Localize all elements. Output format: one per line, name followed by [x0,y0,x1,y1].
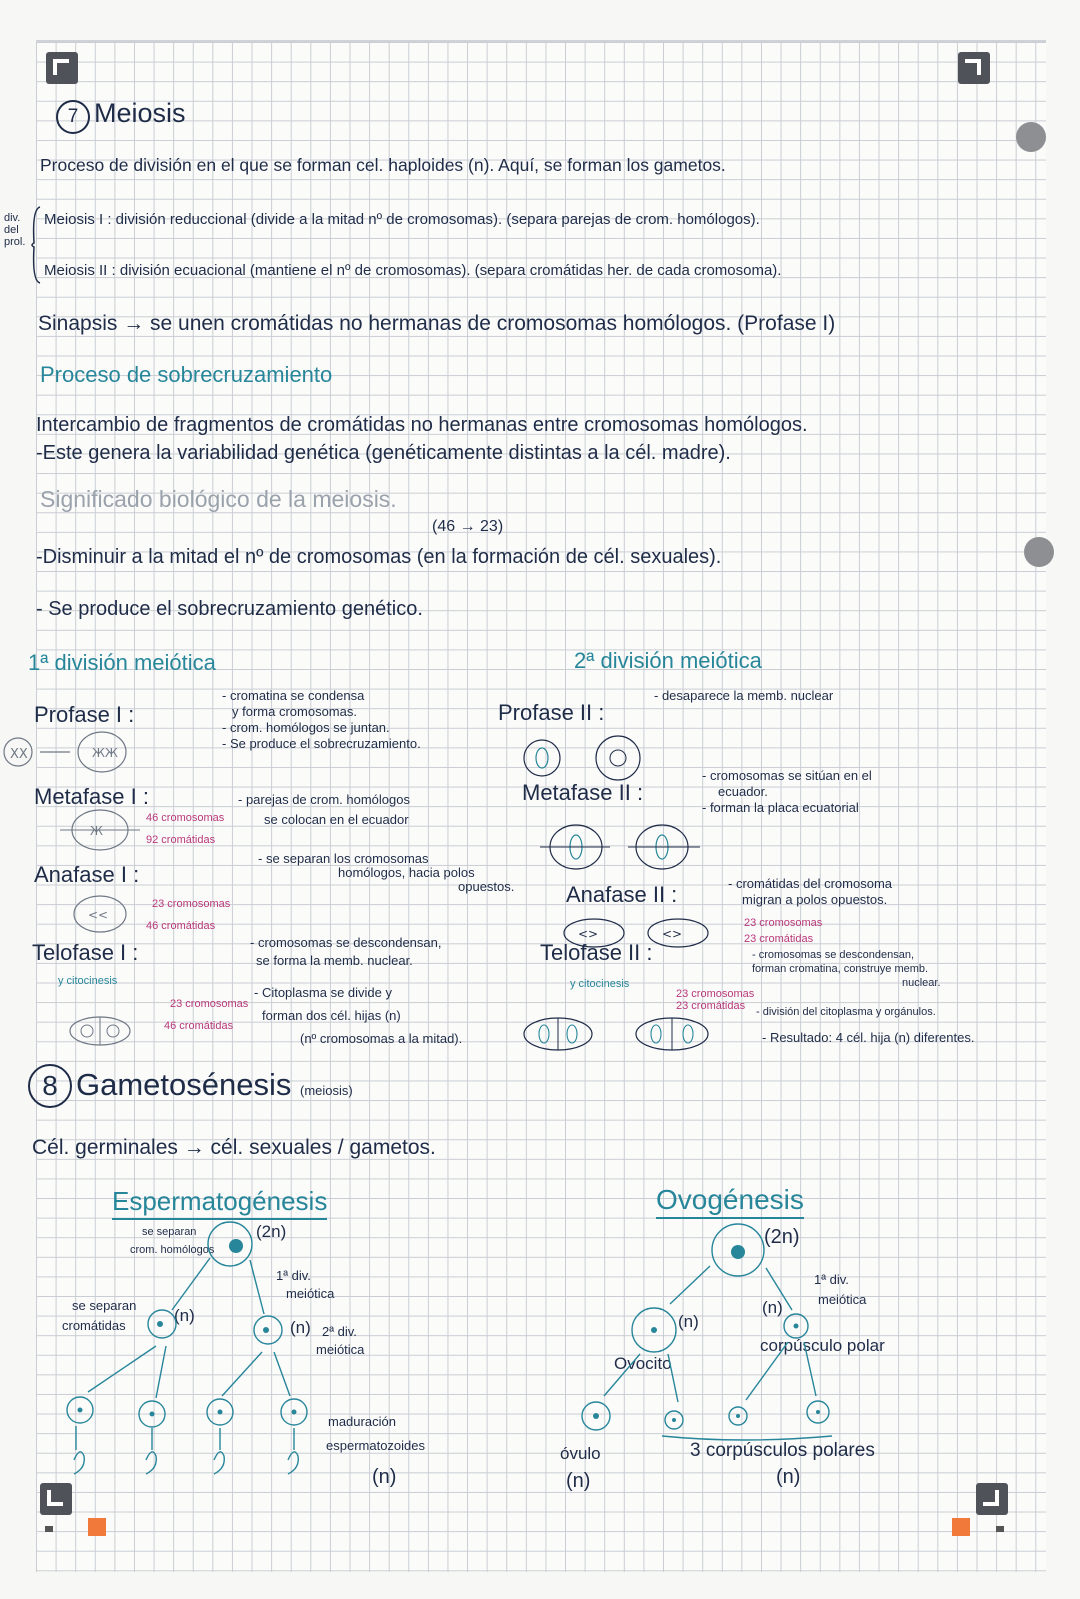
ovo-polar-body-label: corpúsculo polar [760,1336,885,1355]
profase-1-label: Profase I : [34,702,135,727]
profase-1-note: - cromatina se condensa [222,688,365,703]
corner-mark-bottom-right [976,1483,1008,1515]
profase-2-drawing [514,738,664,778]
division-2-title: 2ª división meiótica [574,648,762,673]
profase-1-note: - crom. homólogos se juntan. [222,720,390,735]
metafase-1-label: Metafase I : [34,784,149,809]
anafase-1-note: homólogos, hacia polos [338,865,475,880]
telofase-2-drawing [520,1016,740,1052]
telofase-1-drawing [60,1014,140,1048]
telofase-2-subtitle: y citocinesis [570,978,630,990]
anafase-2-notes [728,876,892,908]
esperm-ploidy-end: (n) [372,1466,397,1488]
anafase-1-note: opuestos. [458,879,515,894]
ovo-ploidy-left: (n) [678,1312,699,1331]
metafase-2-note: - forman la placa ecuatorial [702,800,859,815]
significado-title: Significado biológico de la meiosis. [40,486,397,512]
citoplasma-line-1: - Citoplasma se divide y [254,985,392,1000]
ovo-ovule-ploidy: (n) [566,1470,591,1492]
anafase-1-drawing [66,894,136,934]
metafase-2-note: ecuador. [718,784,768,799]
resultado-text: - Resultado: 4 cél. hija (n) diferentes. [762,1030,975,1045]
ovo-first-div-2: meiótica [818,1292,867,1307]
ovo-first-div: 1ª div. [814,1272,849,1287]
esperm-first-div-2: meiótica [286,1286,335,1301]
metafase-1-count-chromosomes: 46 cromosomas [146,812,225,824]
profase-1-notes [222,688,421,752]
esperm-first-div: 1ª div. [276,1268,311,1283]
anafase-2-note: migran a polos opuestos. [742,892,888,907]
significado-point-2: - Se produce el sobrecruzamiento genético. [36,598,423,620]
orange-marker-right [952,1518,970,1536]
esperm-second-div-2: meiótica [316,1342,365,1357]
anafase-1-count-chromosomes: 23 cromosomas [152,898,231,910]
telofase-1-note: - cromosomas se descondensan, [250,935,442,950]
anafase-2-count-chromatids: 23 cromátidas [744,933,814,945]
metafase-2-notes [702,768,872,816]
section-number-8: 8 [28,1064,72,1108]
esperm-maturation-2: espermatozoides [326,1438,425,1453]
telofase-2-notes [752,948,941,990]
esperm-ploidy-top: (2n) [256,1222,287,1241]
telofase-2-note: - cromosomas se descondensan, [752,949,915,961]
anafase-2-note: - cromátidas del cromosoma [728,876,892,891]
meiosis-2-description: Meiosis II : división ecuacional (mantiene el nº de cromosomas). (separa cromátidas her. de cada cromosoma). [44,262,782,279]
telofase-2-count-chromosomes: 23 cromosomas [676,988,755,1000]
svg-text:XX: XX [10,747,28,762]
metafase-1-note: - parejas de crom. homólogos [238,792,410,807]
corner-mark-top-right [958,52,990,84]
ovogenesis-title: Ovogénesis [656,1184,804,1219]
esperm-ploidy-mid-right: (n) [290,1318,311,1337]
gametogenesis-heading [28,1064,353,1108]
meiosis-brace [28,205,42,285]
ovogenesis-diagram [570,1212,850,1452]
citoplasma-line-2: forman dos cél. hijas (n) [262,1008,401,1023]
sobrecruzamiento-line-1: Intercambio de fragmentos de cromátidas no hermanas entre cromosomas homólogos. [36,414,808,436]
punch-hole-middle [1024,537,1054,567]
telofase-2-count-chromatids: 23 cromátidas [676,1000,746,1012]
esperm-ploidy-mid-left: (n) [174,1306,195,1325]
ovo-polar-bodies-label: 3 corpúsculos polares [690,1440,875,1461]
telofase-1-note: se forma la memb. nuclear. [256,953,413,968]
esperm-note-top-2: crom. homólogos [130,1244,215,1256]
esperm-note-mid-2: cromátidas [62,1318,126,1333]
meiosis-1-description: Meiosis I : división reduccional (divide a la mitad nº de cromosomas). (separa parejas de crom. homólogos). [44,211,760,228]
anafase-1-notes [258,852,514,894]
metafase-1-note-2: se colocan en el ecuador [264,812,409,827]
sobrecruzamiento-title: Proceso de sobrecruzamiento [40,362,333,387]
telofase-2-note: nuclear. [902,977,941,989]
bottom-dash-left [45,1526,53,1532]
metafase-2-label: Metafase II : [522,780,644,805]
telofase-2-label: Telofase II : [540,940,653,965]
meiosis-definition: Proceso de división en el que se forman cel. haploides (n). Aquí, se forman los gametos. [40,155,726,175]
esperm-maturation: maduración [328,1414,396,1429]
svg-text:ЖЖ: ЖЖ [92,746,118,760]
meiosis-title: Meiosis [94,98,186,128]
profase-1-note: - Se produce el sobrecruzamiento. [222,736,421,751]
svg-text:<<: << [88,908,109,922]
anafase-1-note: - se separan los cromosomas [258,851,429,866]
meiosis-heading [56,98,186,134]
espermatogenesis-title: Espermatogénesis [112,1186,327,1220]
punch-hole-top [1016,122,1046,152]
telofase-1-count-chromatids: 46 cromátidas [164,1020,234,1032]
citoplasma-line-3: (nº cromosomas a la mitad). [300,1031,463,1046]
svg-text:<>: <> [662,927,683,941]
espermatogenesis-diagram [60,1228,320,1488]
corner-mark-top-left [46,52,78,84]
telofase-1-count-chromosomes: 23 cromosomas [170,998,249,1010]
telofase-1-label: Telofase I : [32,940,139,965]
anafase-2-label: Anafase II : [566,882,678,907]
telofase-2-note: forman cromatina, construye memb. [752,963,929,975]
division-1-title: 1ª división meiótica [28,650,216,675]
anafase-1-count-chromatids: 46 cromátidas [146,920,216,932]
significado-point-1: -Disminuir a la mitad el nº de cromosomas (en la formación de cél. sexuales). [36,546,722,568]
profase-2-label: Profase II : [498,700,605,725]
esperm-second-div: 2ª div. [322,1324,357,1339]
division-citoplasma-note: - división del citoplasma y orgánulos. [756,1006,936,1018]
gametogenesis-title: Gametosénesis [76,1067,292,1102]
ovo-ploidy-top: (2n) [764,1226,800,1248]
bottom-dash-right [996,1526,1004,1532]
chromosome-ratio: (46 → 23) [432,518,504,535]
metafase-1-count-chromatids: 92 cromátidas [146,834,216,846]
telofase-1-subtitle: y citocinesis [58,975,118,987]
metafase-2-note: - cromosomas se sitúan en el [702,768,872,783]
profase-2-note: - desaparece la memb. nuclear [654,688,834,703]
svg-text:<>: <> [578,927,599,941]
svg-text:Ж: Ж [90,824,103,838]
profase-1-note: y forma cromosomas. [232,704,357,719]
metafase-2-drawing [540,822,710,872]
ovo-polar-ploidy: (n) [776,1466,801,1488]
esperm-note-top: se separan [142,1226,197,1238]
telofase-1-notes [250,934,441,970]
ovo-ovule-label: óvulo [560,1444,601,1463]
esperm-note-mid: se separan [72,1298,137,1313]
profase-1-drawing [0,730,150,780]
meiosis-side-label: div. del prol. [4,212,26,248]
section-number-7: 7 [56,100,90,134]
sobrecruzamiento-line-2: -Este genera la variabilidad genética (genéticamente distintas a la cél. madre). [36,442,731,464]
sinapsis-text: Sinapsis → se unen cromátidas no hermanas de cromosomas homólogos. (Profase I) [38,312,836,335]
ovo-oocyte-label: Ovocito [614,1354,672,1373]
gametogenesis-subtitle: (meiosis) [300,1083,353,1098]
gametogenesis-summary: Cél. germinales → cél. sexuales / gametos. [32,1136,436,1159]
ovo-ploidy-right: (n) [762,1298,783,1317]
anafase-2-count-chromosomes: 23 cromosomas [744,917,823,929]
metafase-1-drawing [60,806,140,856]
anafase-1-label: Anafase I : [34,862,140,887]
orange-marker-left [88,1518,106,1536]
